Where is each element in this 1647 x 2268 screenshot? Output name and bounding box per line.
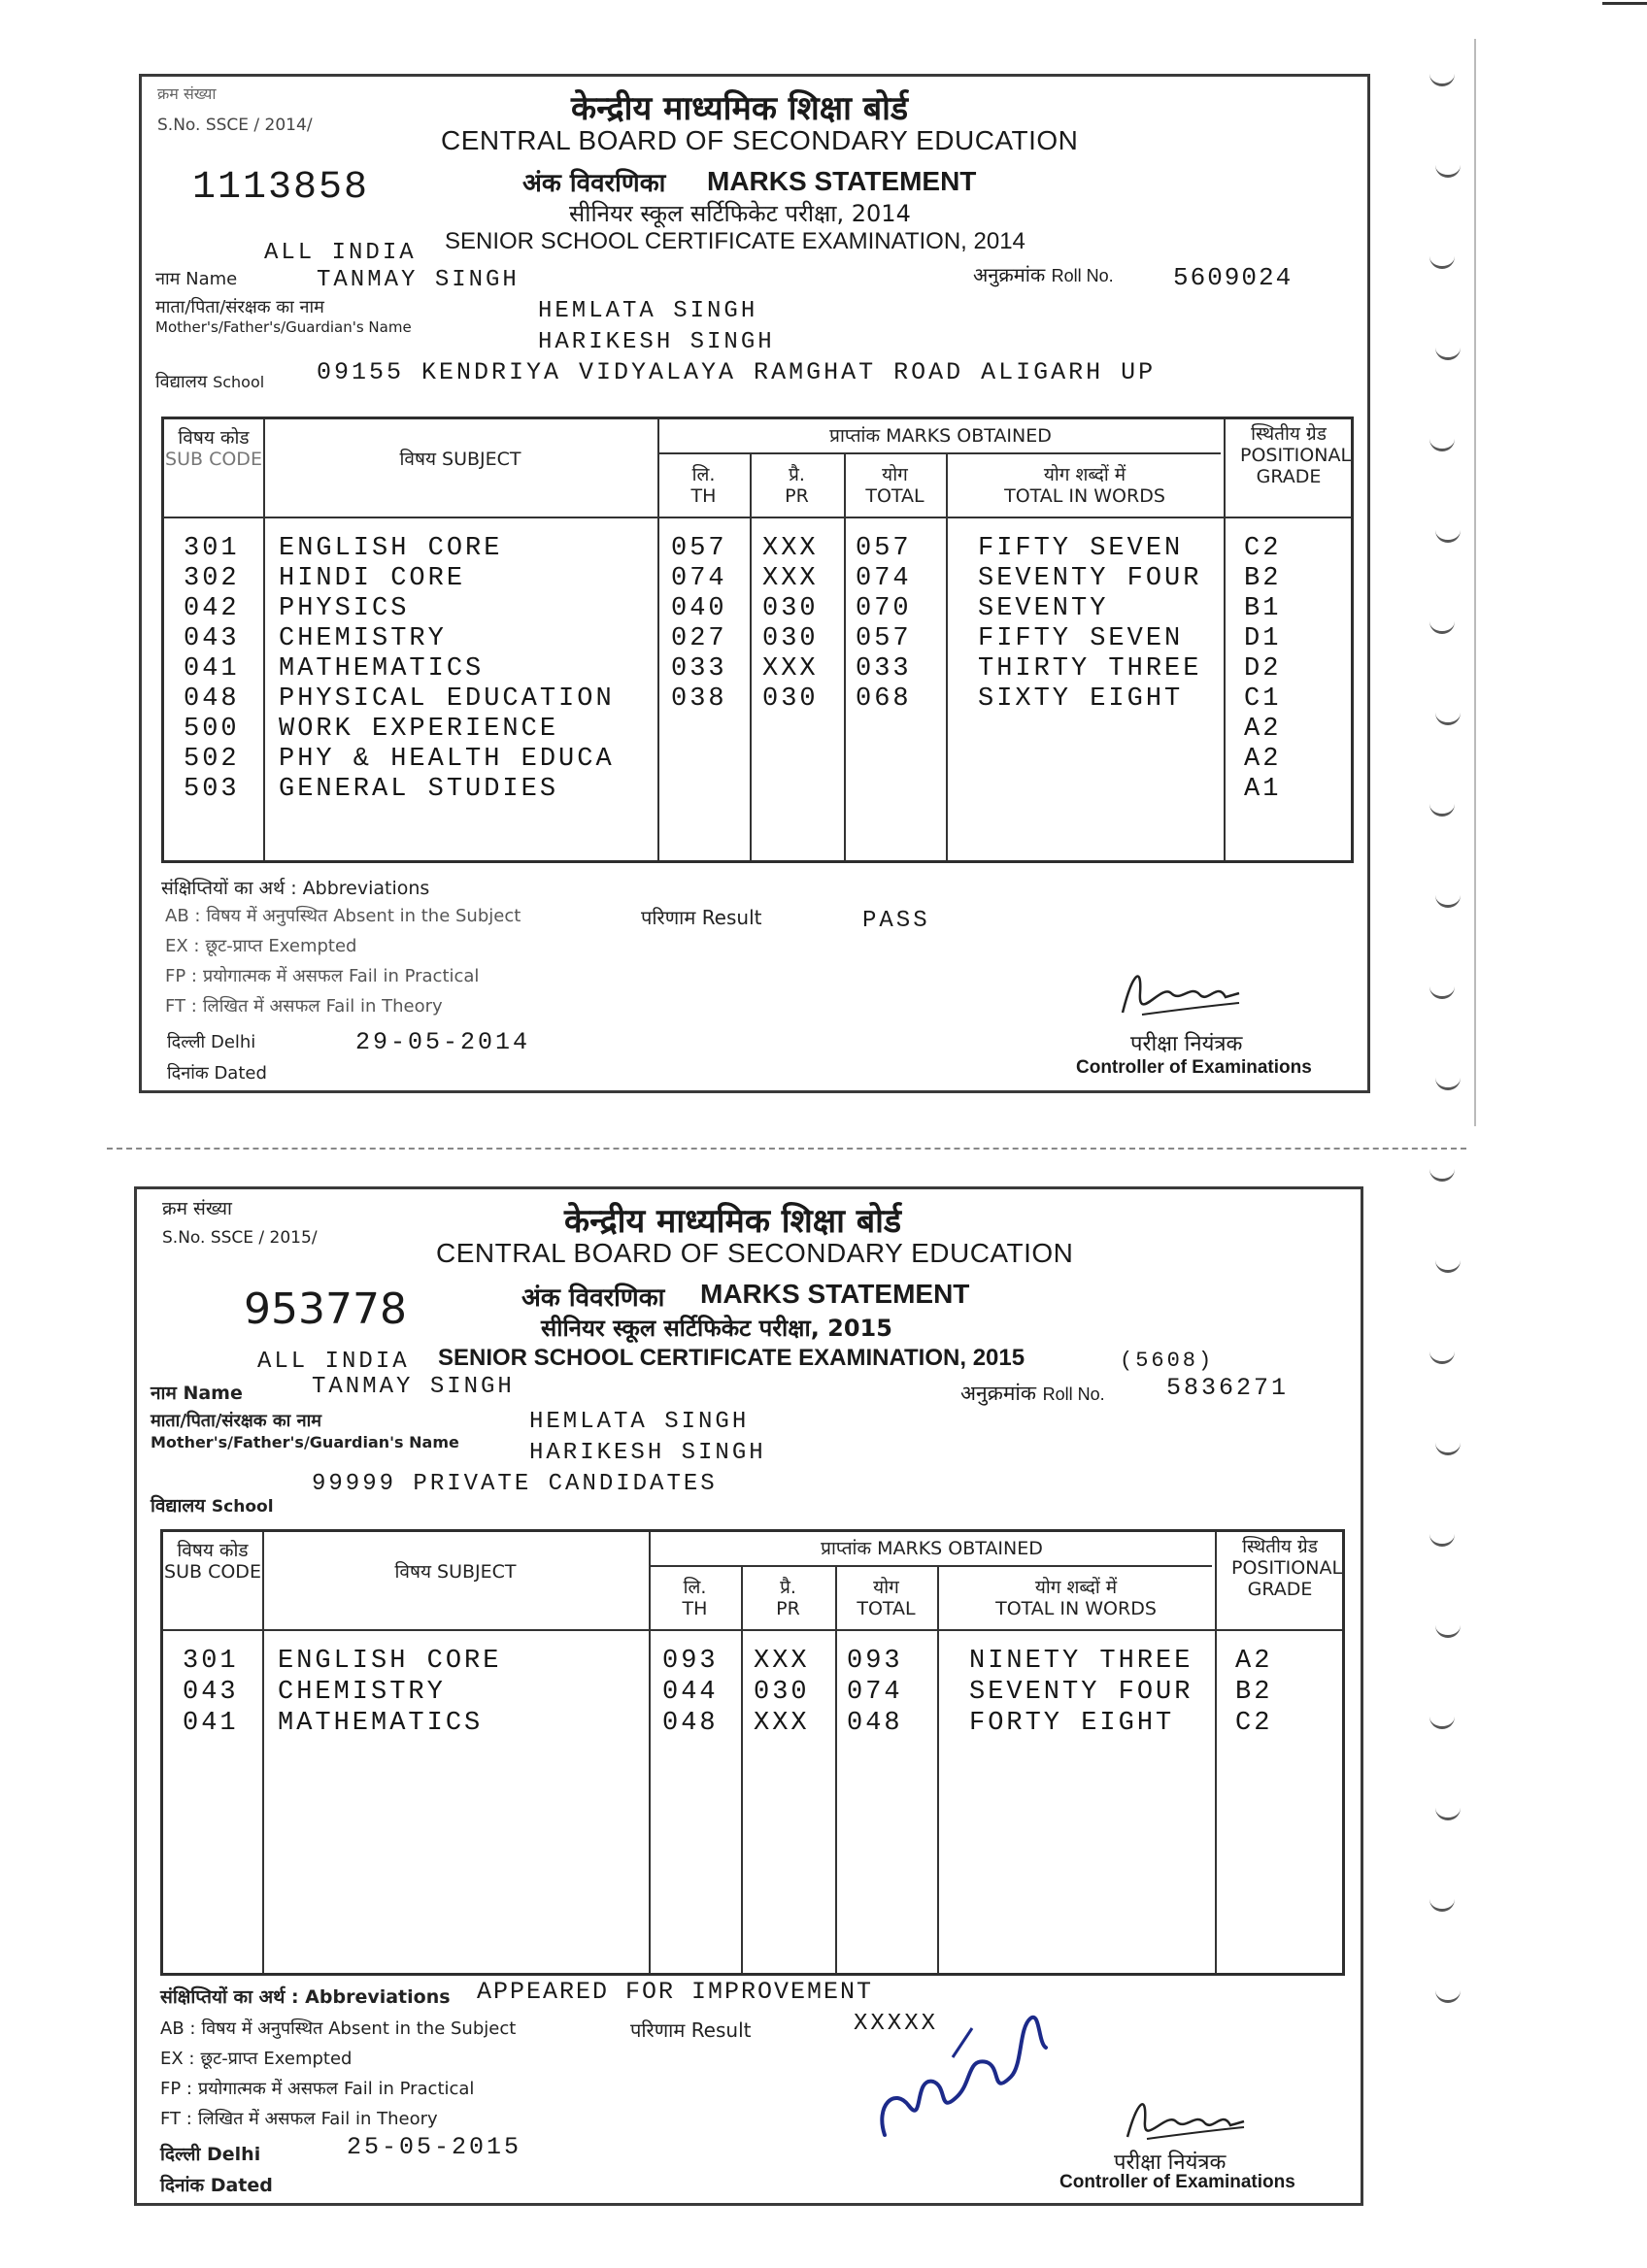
controller-signature-icon [1103,954,1249,1032]
abbreviation-item [165,994,443,1017]
header-subject: विषय SUBJECT [399,449,521,470]
cell-practical: 030 [762,624,819,653]
improvement-note: APPEARED FOR IMPROVEMENT [477,1978,874,2006]
cell-sub-code: 301 [183,1647,239,1676]
cell-grade: A1 [1244,775,1282,804]
cell-theory: 044 [662,1678,719,1707]
cell-sub-code: 042 [184,594,240,623]
cell-theory: 040 [671,594,727,623]
father-name: HARIKESH SINGH [529,1440,766,1466]
place: दिल्ली Delhi [167,1032,256,1052]
cell-grade: C2 [1235,1709,1273,1738]
dated-label: दिनांक Dated [160,2175,273,2196]
cell-grade: D2 [1244,654,1282,684]
cell-subject: GENERAL STUDIES [279,775,559,804]
abbreviation-en: Fail in Theory [325,996,443,1017]
cell-total: 048 [847,1709,903,1738]
cell-grade: D1 [1244,624,1282,653]
cell-practical: XXX [762,654,819,684]
exam-name-en: SENIOR SCHOOL CERTIFICATE EXAMINATION, 2014 [445,228,1025,254]
cell-practical: XXX [754,1709,810,1738]
cell-practical: XXX [762,534,819,563]
result-value: PASS [862,908,930,934]
roll-number: 5836271 [1166,1374,1290,1402]
abbreviation-hi: छूट-प्राप्त [200,2049,258,2069]
corner-mark [1602,2,1647,5]
abbreviation-item [160,2077,474,2100]
abbreviation-item [165,934,356,957]
school-name: 09155 KENDRIYA VIDYALAYA RAMGHAT ROAD ALIGARH UP [317,358,1157,386]
cell-total: 070 [856,594,912,623]
candidate-name: TANMAY SINGH [312,1374,515,1400]
result-label: परिणाम Result [630,2018,752,2042]
cell-theory: 038 [671,684,727,714]
abbreviation-hi: विषय में अनुपस्थित [206,906,328,926]
abbreviation-hi: प्रयोगात्मक में असफल [203,966,343,986]
cell-total: 074 [847,1678,903,1707]
punch-hole-icon [1429,250,1455,269]
cell-practical: XXX [754,1647,810,1676]
exam-centre-code: (5608) [1120,1349,1215,1373]
cell-total: 057 [856,624,912,653]
abbreviation-hi: छूट-प्राप्त [205,936,263,956]
board-name-hi: केन्द्रीय माध्यमिक शिक्षा बोर्ड [564,1202,902,1241]
cell-total-in-words: SIXTY EIGHT [978,684,1184,714]
cell-grade: B1 [1244,594,1282,623]
punch-hole-icon [1435,707,1461,725]
controller-title-en: Controller of Examinations [1059,2172,1295,2192]
header-pr: प्रै. PR [785,464,809,507]
punch-hole-icon [1435,1619,1461,1638]
cell-sub-code: 041 [183,1709,239,1738]
header-positional-grade: स्थितीय ग्रेड POSITIONAL GRADE [1231,1536,1343,1600]
cell-subject: PHYSICS [279,594,410,623]
cell-practical: 030 [754,1678,810,1707]
abbreviation-item [165,904,521,927]
abbreviation-item [160,2107,438,2130]
cell-total-in-words: FIFTY SEVEN [978,534,1184,563]
school-label: विद्यालय School [155,372,265,392]
header-total-in-words: योग शब्दों में TOTAL IN WORDS [995,1577,1157,1619]
roll-label: अनुक्रमांक Roll No. [960,1382,1105,1405]
exam-name-hi: सीनियर स्कूल सर्टिफिकेट परीक्षा, 2015 [541,1315,892,1342]
mother-name: HEMLATA SINGH [538,298,758,324]
punch-hole-icon [1435,1437,1461,1455]
abbreviation-code: FT : [160,2109,192,2129]
abbreviation-code: FP : [165,966,197,986]
abbreviation-code: EX : [165,936,200,956]
tear-line [107,1148,1466,1150]
serial-label-en: S.No. SSCE / 2014/ [157,116,313,135]
serial-label-hi: क्रम संख्या [162,1198,232,1219]
punch-hole-icon [1435,1072,1461,1090]
issue-date: 29-05-2014 [355,1028,531,1056]
marks-table [160,1529,1345,1976]
serial-number: 1113858 [192,166,370,210]
punch-hole-icon [1435,1984,1461,2003]
punch-hole-icon [1435,1254,1461,1273]
candidate-name: TANMAY SINGH [317,267,520,293]
serial-label-en: S.No. SSCE / 2015/ [162,1228,318,1248]
abbreviation-en: Absent in the Subject [328,2018,517,2039]
abbreviation-hi: विषय में अनुपस्थित [201,2018,323,2039]
punch-hole-icon [1435,342,1461,360]
abbreviation-en: Fail in Practical [349,966,480,986]
cell-subject: PHY & HEALTH EDUCA [279,745,615,774]
cell-grade: C2 [1244,534,1282,563]
abbreviation-en: Fail in Practical [344,2079,475,2099]
abbreviations-title: संक्षिप्तियों का अर्थ : Abbreviations [161,878,430,899]
abbreviation-code: FP : [160,2079,192,2099]
punch-hole-icon [1429,433,1455,451]
cell-practical: XXX [762,564,819,593]
controller-signature-icon [1108,2083,1254,2151]
cell-grade: A2 [1244,745,1282,774]
cell-subject: ENGLISH CORE [279,534,503,563]
header-total: योग TOTAL [865,464,924,507]
abbreviation-code: AB : [165,906,201,926]
punch-hole-icon [1429,616,1455,634]
cell-total-in-words: FIFTY SEVEN [978,624,1184,653]
header-pr: प्रै. PR [776,1577,800,1619]
abbreviation-hi: लिखित में असफल [197,2109,316,2129]
exam-name-hi: सीनियर स्कूल सर्टिफिकेट परीक्षा, 2014 [569,200,911,227]
title-hi: अंक विवरणिका [522,169,666,198]
punch-hole-icon [1429,798,1455,817]
marks-statement-2015 [134,1186,1363,2206]
abbreviation-item [165,964,479,987]
result-label: परिणाम Result [641,906,762,929]
abbreviation-en: Exempted [268,936,357,956]
controller-title-hi: परीक्षा नियंत्रक [1114,2151,1227,2175]
cell-grade: A2 [1235,1647,1273,1676]
cell-theory: 057 [671,534,727,563]
punch-hole-icon [1435,889,1461,908]
abbreviation-hi: प्रयोगात्मक में असफल [198,2079,338,2099]
cell-total: 093 [847,1647,903,1676]
cell-subject: PHYSICAL EDUCATION [279,684,615,714]
cell-sub-code: 048 [184,684,240,714]
cell-subject: ENGLISH CORE [278,1647,502,1676]
place: दिल्ली Delhi [160,2144,261,2165]
father-name: HARIKESH SINGH [538,329,775,355]
cell-total: 033 [856,654,912,684]
all-india-label: ALL INDIA [264,240,417,266]
cell-sub-code: 302 [184,564,240,593]
header-subject: विषय SUBJECT [394,1561,517,1583]
name-label: नाम Name [155,269,238,289]
cell-theory: 048 [662,1709,719,1738]
cell-sub-code: 503 [184,775,240,804]
title-en: MARKS STATEMENT [707,166,977,196]
header-th: लि. TH [690,464,717,507]
abbreviation-en: Absent in the Subject [333,906,521,926]
issue-date: 25-05-2015 [347,2133,522,2161]
cell-sub-code: 043 [183,1678,239,1707]
punch-hole-icon [1429,1711,1455,1729]
controller-title-hi: परीक्षा नियंत्रक [1130,1032,1243,1056]
result-value: XXXXX [854,2011,939,2037]
candidate-signature-icon [856,1989,1059,2154]
title-en: MARKS STATEMENT [700,1279,970,1309]
all-india-label: ALL INDIA [257,1349,410,1375]
name-label: नाम Name [151,1383,243,1404]
abbreviation-en: Exempted [263,2049,353,2069]
cell-practical: 030 [762,594,819,623]
header-total-in-words: योग शब्दों में TOTAL IN WORDS [1004,464,1165,507]
punch-hole-icon [1429,1163,1455,1182]
cell-sub-code: 502 [184,745,240,774]
cell-total: 074 [856,564,912,593]
cell-total-in-words: SEVENTY FOUR [969,1678,1193,1707]
cell-total: 068 [856,684,912,714]
board-name-en: CENTRAL BOARD OF SECONDARY EDUCATION [436,1238,1074,1268]
header-marks-obtained: प्राप्तांक MARKS OBTAINED [829,425,1052,447]
cell-subject: MATHEMATICS [278,1709,484,1738]
cell-theory: 074 [671,564,727,593]
punch-hole-icon [1429,1893,1455,1912]
punch-hole-icon [1429,68,1455,86]
board-name-en: CENTRAL BOARD OF SECONDARY EDUCATION [441,125,1079,155]
cell-theory: 093 [662,1647,719,1676]
board-name-hi: केन्द्रीय माध्यमिक शिक्षा बोर्ड [571,89,909,128]
cell-practical: 030 [762,684,819,714]
punch-hole-icon [1429,981,1455,999]
marks-table [161,417,1354,863]
header-sub-code: विषय कोड SUB CODE [164,1540,261,1583]
cell-subject: CHEMISTRY [278,1678,446,1707]
cell-sub-code: 041 [184,654,240,684]
serial-label-hi: क्रम संख्या [157,84,217,103]
punch-hole-icon [1429,1528,1455,1547]
cell-total-in-words: SEVENTY [978,594,1109,623]
abbreviations-title: संक्षिप्तियों का अर्थ : Abbreviations [160,1986,451,2008]
cell-sub-code: 043 [184,624,240,653]
cell-total-in-words: NINETY THREE [969,1647,1193,1676]
cell-subject: CHEMISTRY [279,624,447,653]
roll-label: अनुक्रमांक Roll No. [973,263,1114,286]
cell-grade: C1 [1244,684,1282,714]
cell-sub-code: 500 [184,715,240,744]
header-marks-obtained: प्राप्तांक MARKS OBTAINED [821,1538,1043,1559]
abbreviation-code: EX : [160,2049,195,2069]
cell-total-in-words: FORTY EIGHT [969,1709,1175,1738]
punch-hole-icon [1429,1346,1455,1364]
cell-subject: WORK EXPERIENCE [279,715,559,744]
cell-sub-code: 301 [184,534,240,563]
cell-total: 057 [856,534,912,563]
mother-name: HEMLATA SINGH [529,1409,750,1435]
page-edge-line [1474,39,1476,1126]
dated-label: दिनांक Dated [167,1063,267,1084]
header-th: लि. TH [682,1577,708,1619]
cell-grade: B2 [1235,1678,1273,1707]
abbreviation-item [160,2047,352,2070]
cell-grade: A2 [1244,715,1282,744]
guardian-label: माता/पिता/संरक्षक का नाम Mother's/Father's/Guardian's Name [155,297,412,336]
school-label: विद्यालय School [151,1495,274,1517]
controller-title-en: Controller of Examinations [1076,1057,1312,1078]
punch-hole-icon [1435,1802,1461,1820]
exam-name-en: SENIOR SCHOOL CERTIFICATE EXAMINATION, 2015 [438,1345,1025,1371]
punch-hole-icon [1435,524,1461,543]
title-hi: अंक विवरणिका [521,1284,665,1313]
cell-theory: 027 [671,624,727,653]
abbreviation-code: FT : [165,996,197,1017]
abbreviation-code: AB : [160,2018,196,2039]
roll-number: 5609024 [1173,263,1294,292]
header-positional-grade: स्थितीय ग्रेड POSITIONAL GRADE [1240,423,1352,487]
abbreviation-en: Fail in Theory [320,2109,438,2129]
cell-total-in-words: SEVENTY FOUR [978,564,1202,593]
header-sub-code: विषय कोड SUB CODE [165,427,262,470]
abbreviation-hi: लिखित में असफल [202,996,320,1017]
cell-theory: 033 [671,654,727,684]
guardian-label: माता/पिता/संरक्षक का नाम Mother's/Father's/Guardian's Name [151,1411,459,1451]
school-name: 99999 PRIVATE CANDIDATES [312,1471,718,1497]
cell-grade: B2 [1244,564,1282,593]
abbreviation-item [160,2017,516,2040]
header-total: योग TOTAL [857,1577,916,1619]
marks-statement-2014 [139,74,1370,1093]
punch-hole-icon [1435,159,1461,178]
serial-number: 953778 [244,1284,407,1334]
cell-subject: HINDI CORE [279,564,466,593]
cell-subject: MATHEMATICS [279,654,485,684]
cell-total-in-words: THIRTY THREE [978,654,1202,684]
